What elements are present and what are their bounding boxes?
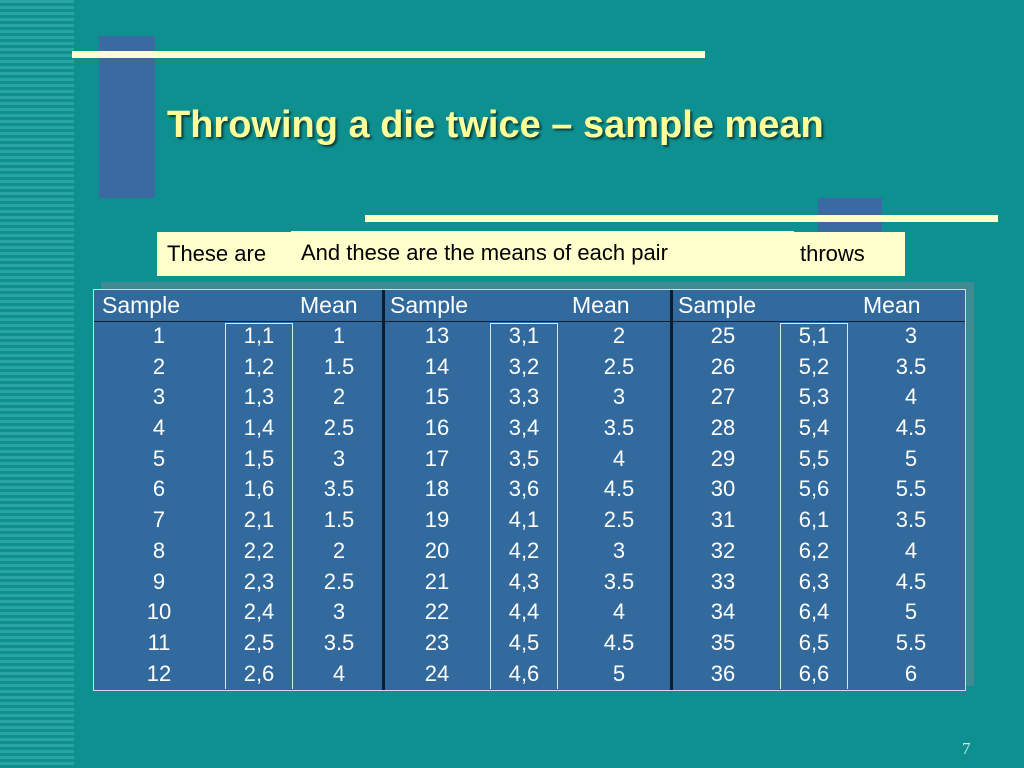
decor-line-mid [365, 215, 998, 222]
mean-value: 2 [612, 323, 626, 348]
mean-column-3 [876, 321, 946, 689]
sample-number: 28 [710, 415, 736, 441]
sample-number: 13 [424, 323, 450, 348]
pair-value: 6,1 [798, 507, 830, 533]
mean-value: 3 [904, 323, 918, 348]
mean-value: 1.5 [323, 507, 355, 533]
callout-throws-start: These are [167, 241, 267, 266]
sample-number: 24 [424, 660, 450, 686]
sample-number: 35 [710, 629, 736, 655]
pair-value: 6,2 [798, 537, 830, 563]
mean-value: 2 [332, 537, 346, 563]
pair-value: 4,6 [508, 660, 540, 686]
pair-value: 4,1 [508, 507, 540, 533]
sample-number: 23 [424, 629, 450, 655]
pair-value: 5,3 [798, 384, 830, 410]
mean-value: 2.5 [603, 507, 635, 533]
pair-value: 3,6 [508, 476, 540, 502]
mean-value: 3 [612, 537, 626, 563]
callout-throws-end: throws [800, 241, 865, 266]
left-stripe-decoration [0, 0, 74, 768]
mean-column-2 [584, 321, 654, 689]
mean-value: 4 [332, 660, 346, 686]
pair-value: 5,6 [798, 476, 830, 502]
pair-column-1 [225, 321, 293, 689]
pair-value: 1,1 [243, 323, 275, 348]
sample-number: 6 [152, 476, 166, 502]
mean-value: 3 [332, 445, 346, 471]
header-sample-2: Sample [390, 292, 468, 318]
sample-number: 8 [152, 537, 166, 563]
mean-value: 4.5 [603, 476, 635, 502]
pair-value: 3,3 [508, 384, 540, 410]
group-divider-1 [382, 290, 385, 690]
pair-value: 2,6 [243, 660, 275, 686]
sample-number: 2 [152, 353, 166, 379]
pair-value: 1,4 [243, 415, 275, 441]
sample-number: 33 [710, 568, 736, 594]
mean-value: 3.5 [895, 353, 927, 379]
pair-value: 5,5 [798, 445, 830, 471]
mean-value: 5.5 [895, 476, 927, 502]
pair-value: 2,2 [243, 537, 275, 563]
mean-value: 3.5 [323, 476, 355, 502]
sample-number: 22 [424, 599, 450, 625]
mean-value: 1.5 [323, 353, 355, 379]
callout-means [291, 231, 794, 272]
pair-value: 1,2 [243, 353, 275, 379]
sample-number: 10 [146, 599, 172, 625]
pair-value: 6,5 [798, 629, 830, 655]
sample-number: 19 [424, 507, 450, 533]
sample-mean-table [93, 289, 966, 691]
pair-value: 3,2 [508, 353, 540, 379]
mean-value: 4.5 [895, 415, 927, 441]
pair-value: 4,3 [508, 568, 540, 594]
mean-value: 3.5 [895, 507, 927, 533]
mean-column-1 [304, 321, 374, 689]
pair-column-3 [780, 321, 848, 689]
mean-value: 2.5 [323, 568, 355, 594]
pair-value: 6,6 [798, 660, 830, 686]
sample-number: 17 [424, 445, 450, 471]
header-mean-1: Mean [300, 292, 358, 318]
sample-number: 30 [710, 476, 736, 502]
page-number: 7 [962, 739, 971, 758]
pair-value: 6,4 [798, 599, 830, 625]
sample-number: 12 [146, 660, 172, 686]
header-mean-3: Mean [863, 292, 921, 318]
mean-value: 1 [332, 323, 346, 348]
pair-value: 2,1 [243, 507, 275, 533]
sample-number: 5 [152, 445, 166, 471]
sample-number: 36 [710, 660, 736, 686]
sample-column-1 [124, 321, 194, 689]
decor-block-top [99, 36, 155, 198]
pair-value: 4,2 [508, 537, 540, 563]
header-mean-2: Mean [572, 292, 630, 318]
pair-value: 3,5 [508, 445, 540, 471]
pair-value: 2,5 [243, 629, 275, 655]
mean-value: 3.5 [603, 415, 635, 441]
slide-title: Throwing a die twice – sample mean [167, 104, 824, 146]
sample-column-3 [688, 321, 758, 689]
sample-number: 18 [424, 476, 450, 502]
sample-number: 21 [424, 568, 450, 594]
pair-value: 3,4 [508, 415, 540, 441]
sample-number: 16 [424, 415, 450, 441]
pair-value: 5,4 [798, 415, 830, 441]
sample-number: 26 [710, 353, 736, 379]
pair-value: 4,5 [508, 629, 540, 655]
sample-column-2 [402, 321, 472, 689]
sample-number: 11 [147, 629, 171, 655]
mean-value: 6 [904, 660, 918, 686]
header-sample-3: Sample [678, 292, 756, 318]
mean-value: 4 [904, 384, 918, 410]
sample-number: 34 [710, 599, 736, 625]
pair-value: 4,4 [508, 599, 540, 625]
pair-value: 5,1 [798, 323, 830, 348]
pair-value: 1,5 [243, 445, 275, 471]
mean-value: 4.5 [603, 629, 635, 655]
sample-number: 20 [424, 537, 450, 563]
pair-column-2 [490, 321, 558, 689]
pair-value: 6,3 [798, 568, 830, 594]
sample-number: 1 [152, 323, 166, 348]
sample-number: 32 [710, 537, 736, 563]
header-sample-1: Sample [102, 292, 180, 318]
mean-value: 4 [612, 599, 626, 625]
mean-value: 5.5 [895, 629, 927, 655]
mean-value: 4.5 [895, 568, 927, 594]
mean-value: 4 [612, 445, 626, 471]
pair-value: 3,1 [508, 323, 540, 348]
decor-line-top [72, 51, 705, 58]
pair-value: 2,3 [243, 568, 275, 594]
mean-value: 5 [904, 599, 918, 625]
mean-value: 4 [904, 537, 918, 563]
sample-number: 15 [424, 384, 450, 410]
mean-value: 3.5 [323, 629, 355, 655]
mean-value: 3 [332, 599, 346, 625]
mean-value: 2.5 [603, 353, 635, 379]
pair-value: 1,3 [243, 384, 275, 410]
group-divider-2 [670, 290, 673, 690]
sample-number: 31 [710, 507, 736, 533]
sample-number: 29 [710, 445, 736, 471]
sample-number: 27 [710, 384, 736, 410]
callout-means-text: And these are the means of each pair [301, 240, 668, 265]
pair-value: 1,6 [243, 476, 275, 502]
mean-value: 2.5 [323, 415, 355, 441]
mean-value: 2 [332, 384, 346, 410]
mean-value: 3.5 [603, 568, 635, 594]
sample-number: 25 [710, 323, 736, 348]
pair-value: 5,2 [798, 353, 830, 379]
sample-number: 14 [424, 353, 450, 379]
mean-value: 5 [612, 660, 626, 686]
sample-number: 4 [152, 415, 166, 441]
sample-number: 7 [152, 507, 166, 533]
sample-number: 9 [152, 568, 166, 594]
mean-value: 3 [612, 384, 626, 410]
mean-value: 5 [904, 445, 918, 471]
sample-number: 3 [152, 384, 166, 410]
pair-value: 2,4 [243, 599, 275, 625]
